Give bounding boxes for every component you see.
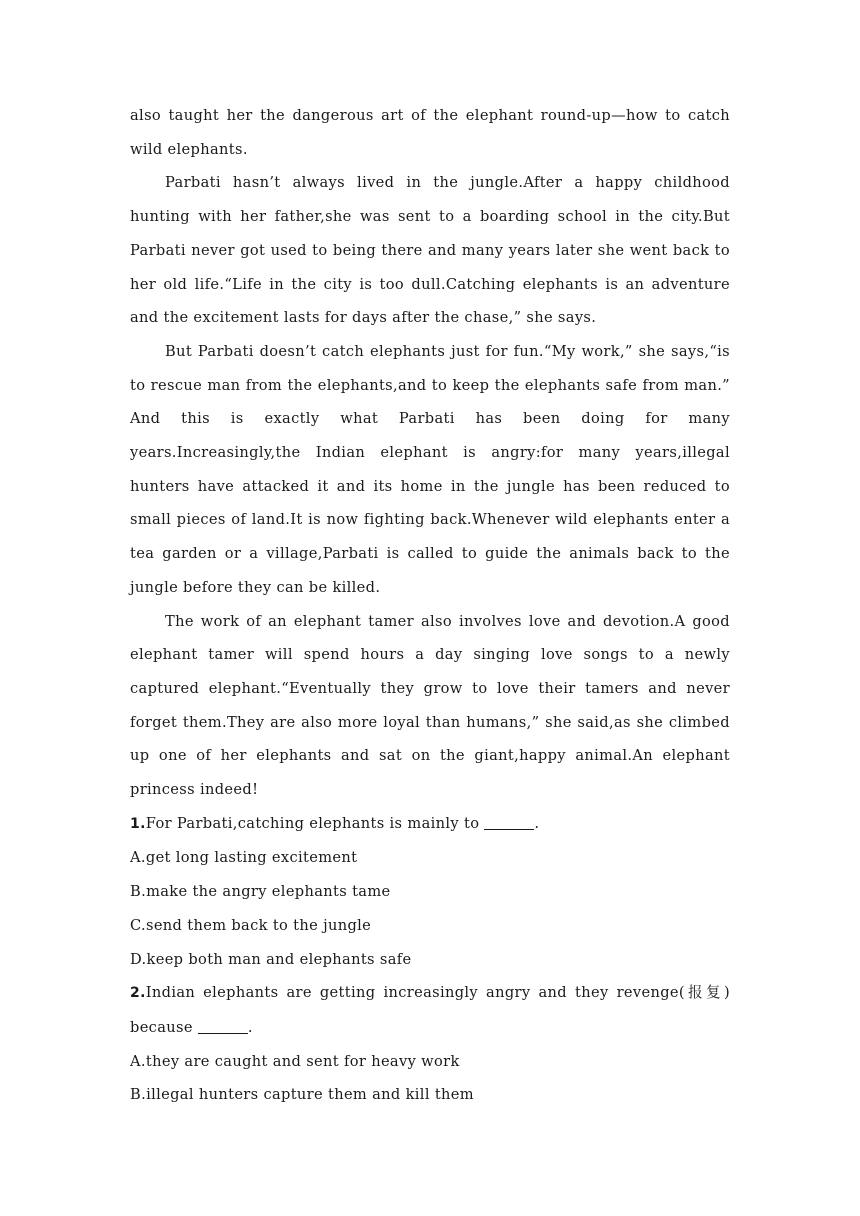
question-text-end: .: [534, 814, 540, 832]
question-stem: [130, 976, 730, 1044]
document-page: [130, 99, 730, 1112]
question-number: 1.: [130, 815, 146, 832]
question-1: [130, 807, 730, 977]
answer-blank: [484, 813, 534, 830]
question-text-end: .: [247, 1018, 253, 1036]
passage-paragraph-love-devotion: The work of an elephant tamer also involves love and devotion.A good elephant tamer will spend hours a day singing love songs to a newly captured elephant.“Eventually they grow to love their tamers and never forget them.They are also more loyal than humans,” she said,as she climbed up one of her elephants and sat on the giant,happy animal.An elephant princess indeed!: [130, 612, 730, 799]
passage-paragraph-rescue-work: But Parbati doesn’t catch elephants just for fun.“My work,” she says,“is to rescue man from the elephants,and to keep the elephants safe from man.” And this is exactly what Parbati has been doing for many years.Increasingly,the Indian elephant is angry:for many years,illegal hunters have attacked it and its home in the jungle has been reduced to small pieces of land.It is now fighting back.Whenever wild elephants enter a tea garden or a village,Parbati is called to guide the animals back to the jungle before they can be killed.: [130, 342, 730, 596]
question-2: [130, 976, 730, 1112]
option-b: B.make the angry elephants tame: [130, 883, 391, 901]
option-d: D.keep both man and elephants safe: [130, 950, 412, 968]
option-a: A.get long lasting excitement: [130, 849, 358, 867]
passage-paragraph-continued: also taught her the dangerous art of the elephant round-up—how to catch wild elephants.: [130, 107, 730, 158]
option-b: B.illegal hunters capture them and kill them: [130, 1086, 474, 1104]
question-number: 2.: [130, 985, 146, 1002]
option-c: C.send them back to the jungle: [130, 916, 372, 934]
option-a: A.they are caught and sent for heavy work: [130, 1052, 460, 1070]
answer-blank: [198, 1017, 248, 1034]
question-stem: [130, 807, 730, 842]
passage-paragraph-childhood: Parbati hasn’t always lived in the jungle.After a happy childhood hunting with her father,she was sent to a boarding school in the city.But Parbati never got used to being there and many years later she went back to her old life.“Life in the city is too dull.Catching elephants is an adventure and the excitement lasts for days after the chase,” she says.: [130, 174, 730, 327]
question-text: For Parbati,catching elephants is mainly to: [145, 814, 485, 832]
question-text: Indian elephants are getting increasingly angry and they revenge(报复) because: [130, 984, 730, 1036]
